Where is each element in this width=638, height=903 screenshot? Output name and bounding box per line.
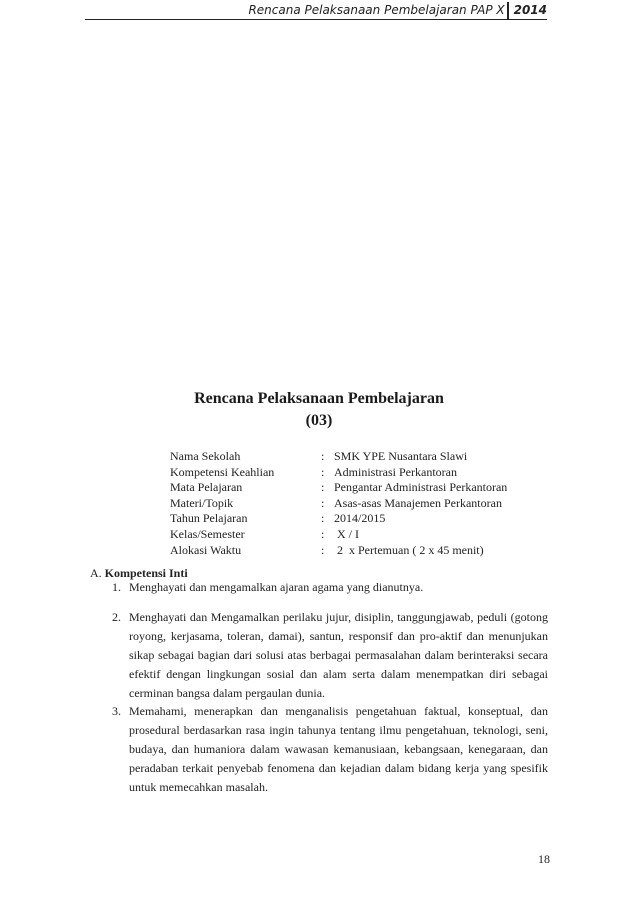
identity-label: Alokasi Waktu [170,542,242,557]
identity-value: Pengantar Administrasi Perkantoran [334,480,508,495]
list-item-text: Memahami, menerapkan dan menganalisis pengetahuan faktual, konseptual, dan prosedural berdasarkan rasa ingin tahunya tentang ilmu pengetahuan, teknologi, seni, budaya, dan humaniora dalam wawasan kemanusiaan, kebangsaan, kenegaraan, dan peradaban terkait penyebab fenomena dan kejadian dalam bidang kerja yang spesifik untuk memecahkan masalah. [129,704,548,794]
list-item-text: Menghayati dan mengamalkan ajaran agama yang dianutnya. [129,580,424,594]
list-item [112,608,548,703]
list-item-number: 3. [112,704,121,718]
header-title: Rencana Pelaksanaan Pembelajaran PAP X [248,3,505,17]
identity-row [170,464,507,480]
identity-row [170,448,507,464]
list-item-number: 1. [112,580,121,594]
list-item-text: Menghayati dan Mengamalkan perilaku jujur, disiplin, tanggungjawab, peduli (gotong royong, kerjasama, toleran, damai), santun, responsif dan pro-aktif dan menunjukan sikap sebagai bagian dari solusi atas berbagai permasalahan dalam berinteraksi secara efektif dengan lingkungan sosial dan alam serta dalam menempatkan diri sebagai cerminan bangsa dalam pergaulan dunia. [129,610,548,700]
document-subtitle: (03) [305,412,333,429]
identity-value: X / I [334,526,359,541]
identity-colon: : [321,526,325,541]
identity-value: 2014/2015 [334,511,386,526]
identity-colon: : [321,449,325,463]
section-letter: A. [90,566,102,580]
identity-label: Kompetensi Keahlian [170,464,275,479]
identity-label: Tahun Pelajaran [170,511,248,526]
list-item [112,702,548,797]
identity-colon: : [321,464,325,479]
running-header [85,2,547,19]
document-title: Rencana Pelaksanaan Pembelajaran [194,390,444,407]
identity-colon: : [321,511,325,526]
identity-colon: : [321,495,325,510]
identity-row [170,510,507,526]
identity-label: Mata Pelajaran [170,480,243,495]
identity-value: Asas-asas Manajemen Perkantoran [334,495,502,510]
identity-row [170,495,507,511]
identity-colon: : [321,480,325,495]
identity-row [170,479,507,495]
identity-value: SMK YPE Nusantara Slawi [334,449,468,463]
identity-value: 2 x Pertemuan ( 2 x 45 menit) [334,542,484,557]
identity-value: Administrasi Perkantoran [334,464,457,479]
identity-table [170,448,507,557]
list-item [112,578,548,597]
list-item-number: 2. [112,610,121,624]
identity-row [170,542,507,558]
identity-label: Nama Sekolah [170,449,241,463]
header-rule [85,19,547,20]
header-year: 2014 [507,2,547,19]
section-title: Kompetensi Inti [104,566,188,580]
identity-label: Materi/Topik [170,495,234,510]
identity-colon: : [321,542,325,557]
page-number: 18 [538,852,550,866]
identity-label: Kelas/Semester [170,526,245,541]
identity-row [170,526,507,542]
